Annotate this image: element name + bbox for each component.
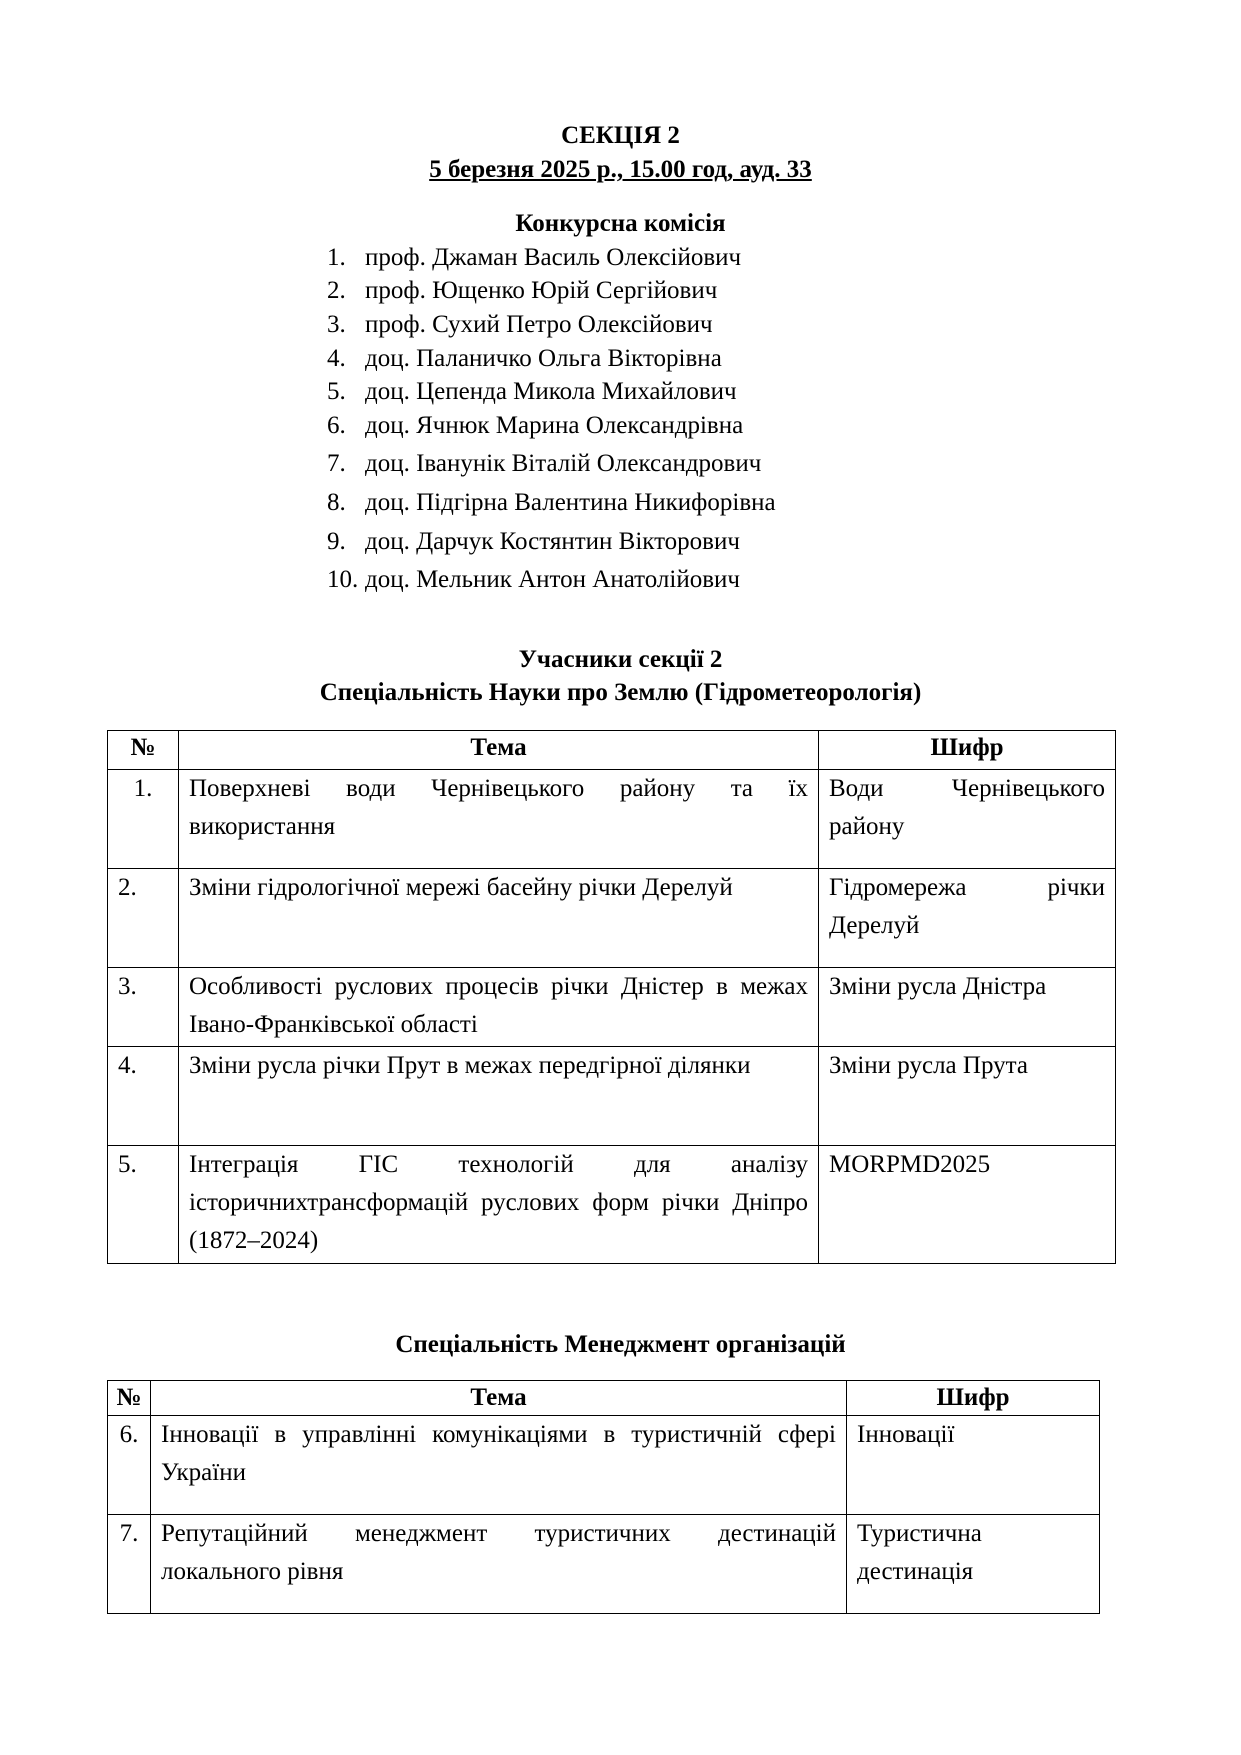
row-number: 7. bbox=[108, 1515, 151, 1614]
commission-heading: Конкурсна комісія bbox=[515, 210, 726, 237]
table-row bbox=[108, 968, 1116, 1047]
member-number: 8. bbox=[327, 489, 346, 516]
member-number: 1. bbox=[327, 244, 346, 271]
member-number: 3. bbox=[327, 311, 346, 338]
specialty-management: Спеціальність Менеджмент організацій bbox=[395, 1331, 846, 1358]
commission-member bbox=[327, 344, 722, 374]
row-code: Туристична дестинація bbox=[847, 1515, 1100, 1614]
row-code: Гідромережа річки Дерелуй bbox=[819, 869, 1116, 968]
table-header-row bbox=[108, 1381, 1100, 1416]
row-topic: Зміни русла річки Прут в межах передгірної ділянки bbox=[179, 1047, 819, 1146]
column-header-topic: Тема bbox=[151, 1381, 847, 1416]
commission-member bbox=[327, 488, 776, 518]
member-name: доц. Підгірна Валентина Никифорівна bbox=[365, 489, 776, 516]
member-name: доц. Паланичко Ольга Вікторівна bbox=[365, 345, 722, 372]
participants-table-management bbox=[107, 1380, 1100, 1614]
row-topic: Інтеграція ГІС технологій для аналізу історичнихтрансформацій руслових форм річки Дніпро (1872–2024) bbox=[179, 1146, 819, 1264]
table-row bbox=[108, 869, 1116, 968]
row-topic: Поверхневі води Чернівецького району та їх використання bbox=[179, 770, 819, 869]
column-header-topic: Тема bbox=[179, 731, 819, 770]
row-number: 4. bbox=[108, 1047, 179, 1146]
commission-member bbox=[327, 449, 761, 479]
commission-member bbox=[327, 310, 713, 340]
table-row bbox=[108, 770, 1116, 869]
commission-member bbox=[327, 243, 741, 273]
member-number: 10. bbox=[327, 566, 359, 593]
table-row bbox=[108, 1146, 1116, 1264]
column-header-code: Шифр bbox=[847, 1381, 1100, 1416]
table-row bbox=[108, 1416, 1100, 1515]
row-code: Зміни русла Прута bbox=[819, 1047, 1116, 1146]
table-row bbox=[108, 1047, 1116, 1146]
row-code: Зміни русла Дністра bbox=[819, 968, 1116, 1047]
column-header-number: № bbox=[108, 731, 179, 770]
member-name: доц. Мельник Антон Анатолійович bbox=[365, 566, 740, 593]
commission-member bbox=[327, 527, 740, 557]
row-code: Води Чернівецького району bbox=[819, 770, 1116, 869]
member-number: 5. bbox=[327, 378, 346, 405]
member-number: 2. bbox=[327, 277, 346, 304]
row-topic: Зміни гідрологічної мережі басейну річки Дерелуй bbox=[179, 869, 819, 968]
member-number: 9. bbox=[327, 528, 346, 555]
commission-member bbox=[327, 565, 740, 595]
member-name: доц. Іванунік Віталій Олександрович bbox=[365, 450, 762, 477]
member-name: проф. Сухий Петро Олексійович bbox=[365, 311, 713, 338]
member-name: доц. Дарчук Костянтин Вікторович bbox=[365, 528, 740, 555]
member-name: проф. Джаман Василь Олексійович bbox=[365, 244, 742, 271]
row-number: 5. bbox=[108, 1146, 179, 1264]
row-topic: Репутаційний менеджмент туристичних дестинацій локального рівня bbox=[151, 1515, 847, 1614]
table-row bbox=[108, 1515, 1100, 1614]
row-number: 6. bbox=[108, 1416, 151, 1515]
specialty-earth-sciences: Спеціальність Науки про Землю (Гідрометеорологія) bbox=[319, 679, 922, 706]
row-code: Інновації bbox=[847, 1416, 1100, 1515]
member-name: доц. Ячнюк Марина Олександрівна bbox=[365, 412, 744, 439]
member-number: 4. bbox=[327, 345, 346, 372]
row-number: 2. bbox=[108, 869, 179, 968]
section-datetime: 5 березня 2025 р., 15.00 год, ауд. 33 bbox=[429, 156, 812, 183]
commission-member bbox=[327, 377, 737, 407]
commission-member bbox=[327, 276, 717, 306]
member-number: 6. bbox=[327, 412, 346, 439]
row-code: MORPMD2025 bbox=[819, 1146, 1116, 1264]
participants-heading: Учасники секції 2 bbox=[518, 646, 723, 673]
participants-table-earth-sciences bbox=[107, 730, 1116, 1264]
section-title: СЕКЦІЯ 2 bbox=[561, 122, 680, 149]
row-topic: Особливості руслових процесів річки Дністер в межах Івано-Франківської області bbox=[179, 968, 819, 1047]
section-datetime-line bbox=[0, 155, 1241, 185]
row-topic: Інновації в управлінні комунікаціями в туристичній сфері України bbox=[151, 1416, 847, 1515]
member-name: проф. Ющенко Юрій Сергійович bbox=[365, 277, 718, 304]
column-header-code: Шифр bbox=[819, 731, 1116, 770]
row-number: 3. bbox=[108, 968, 179, 1047]
table-header-row bbox=[108, 731, 1116, 770]
row-number: 1. bbox=[108, 770, 179, 869]
commission-member bbox=[327, 411, 743, 441]
member-number: 7. bbox=[327, 450, 346, 477]
column-header-number: № bbox=[108, 1381, 151, 1416]
member-name: доц. Цепенда Микола Михайлович bbox=[365, 378, 737, 405]
